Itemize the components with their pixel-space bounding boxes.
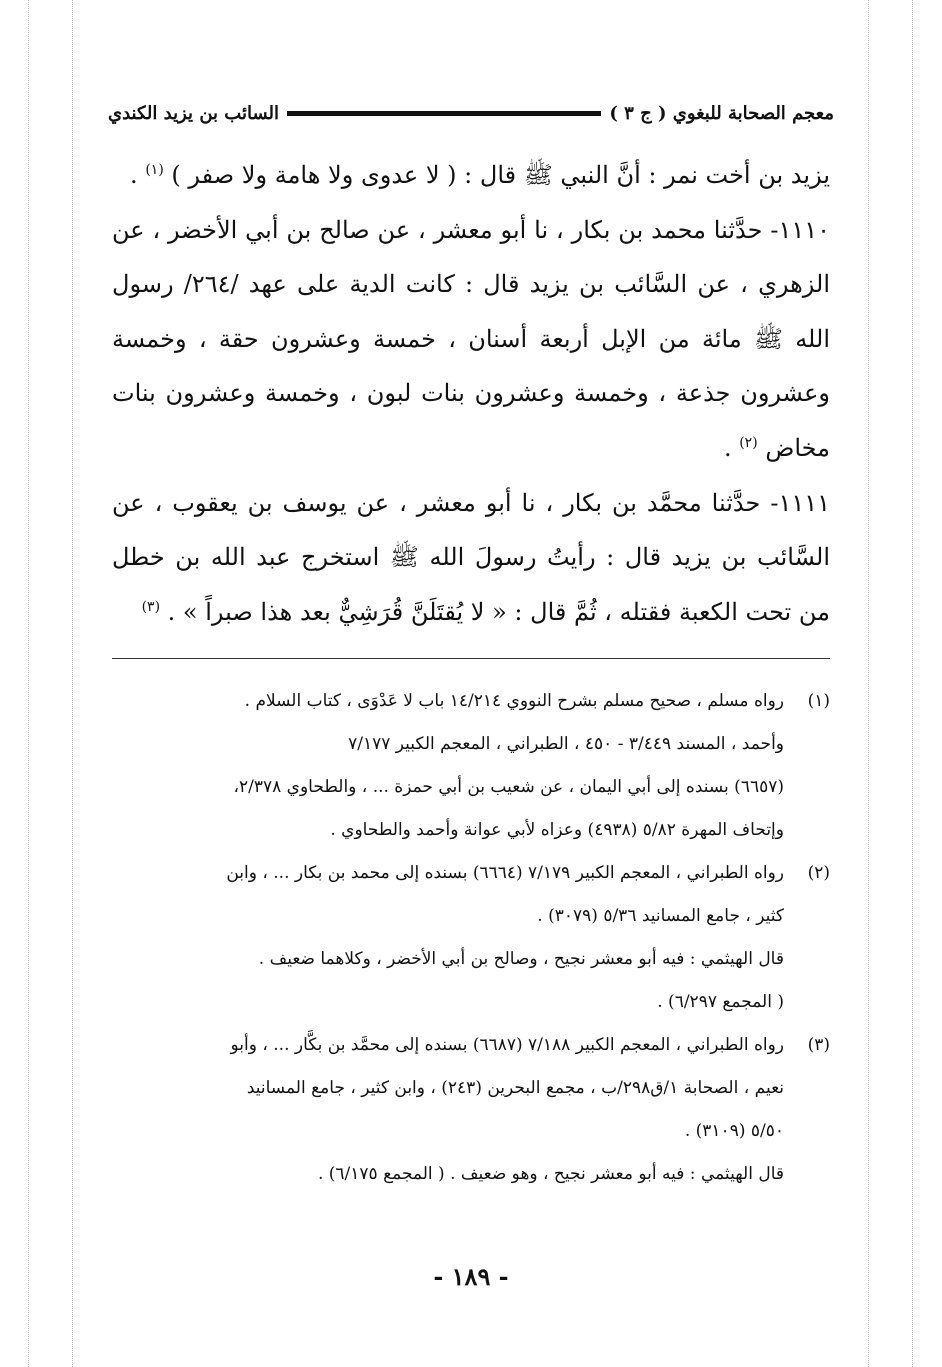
hadith-1110: ١١١٠- حدَّثنا محمد بن بكار ، نا أبو معشر ، عن صالح بن أبي الأخضر ، عن الزهري ، عن السَّائب بن يزيد قال : كانت الدية على عهد /٢٦٤/ رسول الله ﷺ مائة من الإبل أربعة أسنان ، خمسة وعشرون حقة ، وخمسة وعشرون جذعة ، وخمسة وعشرون بنات لبون ، وخمسة وعشرون بنات مخاض $^{(٢)}$ .: [112, 215, 830, 462]
footnote-number: (٢): [807, 863, 830, 883]
margin-guide: [912, 0, 913, 1367]
footnote-line: (٦٦٥٧) بسنده إلى أبي اليمان ، عن شعيب بن أبي حمزة ... ، والطحاوي ٢/٣٧٨،: [233, 777, 784, 797]
footnote-line: رواه الطبراني ، المعجم الكبير ٧/١٨٨ (٦٦٨٧) بسنده إلى محمَّد بن بكَّار ... ، وأبو: [230, 1035, 784, 1055]
header-section-title: السائب بن يزيد الكندي: [108, 102, 280, 124]
footnote-2: [112, 852, 830, 1024]
text-line: عن السَّائب بن يزيد قال : رأيتُ رسولَ الله ﷺ استخرج عبد الله بن خطل: [112, 488, 830, 572]
footnote-marker: (٢): [739, 434, 758, 451]
footnote-line: رواه الطبراني ، المعجم الكبير ٧/١٧٩ (٦٦٦٤) بسنده إلى محمد بن بكار ... ، وابن: [226, 863, 784, 883]
text-line: ١١١٠- حدَّثنا محمد بن بكار ، نا أبو معشر ، عن صالح بن أبي: [245, 215, 830, 244]
footnote-line: قال الهيثمي : فيه أبو معشر نجيح ، وصالح بن أبي الأخضر ، وكلاهما ضعيف .: [258, 949, 784, 969]
footnote-line: وإتحاف المهرة ٥/٨٢ (٤٩٣٨) وعزاه لأبي عوانة وأحمد والطحاوي .: [330, 820, 784, 840]
text-line: الأخضر ، عن الزهري ، عن السَّائب بن يزيد قال : كانت الدية على عهد: [112, 215, 830, 299]
text-line: /٢٦٤/ رسول الله ﷺ مائة من الإبل أربعة أسنان ، خمسة وعشرون حقة ،: [112, 270, 830, 353]
margin-guide: [72, 0, 73, 1367]
page-number: - ١٨٩ -: [433, 1262, 509, 1291]
text-line: ١١١١- حدَّثنا محمَّد بن بكار ، نا أبو معشر ، عن يوسف بن يعقوب ،: [154, 488, 830, 517]
footnote-marker: (١): [145, 162, 164, 178]
margin-guide: [868, 0, 869, 1367]
footnote-number: (٣): [807, 1035, 830, 1055]
footnote-separator: [112, 658, 830, 659]
footnote-number: (١): [807, 691, 830, 711]
text-line: يزيد بن أخت نمر : أنَّ النبي ﷺ قال : ( لا عدوى ولا هامة ولا صفر ): [171, 161, 830, 189]
text-line: بنات مخاض: [112, 379, 830, 462]
footnote-line: رواه مسلم ، صحيح مسلم بشرح النووي ١٤/٢١٤ باب لا عَدْوَى ، كتاب السلام .: [244, 691, 784, 711]
header-rule: [287, 111, 601, 116]
footnote-1: [112, 680, 830, 852]
margin-guide: [28, 0, 29, 1367]
footnote-line: ٥/٥٠ (٣١٠٩) .: [684, 1121, 784, 1141]
footnote-line: قال الهيثمي : فيه أبو معشر نجيح ، وهو ضعيف . ( المجمع ٦/١٧٥) .: [317, 1164, 784, 1184]
footnote-line: نعيم ، الصحابة ١/ق٢٩٨/ب ، مجمع البحرين (٢٤٣) ، وابن كثير ، جامع المسانيد: [246, 1078, 784, 1098]
text-line: من تحت الكعبة فقتله ، ثُمَّ قال : « لا يُقتَلَنَّ قُرَشِيٌّ بعد هذا صبراً » .: [167, 597, 830, 626]
header-book-title: معجم الصحابة للبغوي ( ج ٣ ): [609, 102, 834, 124]
hadith-1111: [112, 476, 830, 640]
footnote-line: ( المجمع ٦/٢٩٧) .: [657, 992, 784, 1012]
text-line: وخمسة وعشرون جذعة ، وخمسة وعشرون بنات لبون ، وخمسة وعشرون: [112, 324, 830, 408]
running-header: [108, 96, 834, 130]
paragraph: يزيد بن أخت نمر : أنَّ النبي ﷺ قال : ( لا عدوى ولا هامة ولا صفر ) $^{(١)}$ .: [130, 161, 830, 189]
footnote-marker: (٣): [141, 598, 161, 615]
footnote-line: وأحمد ، المسند ٣/٤٤٩ - ٤٥٠ ، الطبراني ، المعجم الكبير ٧/١٧٧: [348, 734, 784, 754]
footnotes: [112, 680, 830, 1196]
main-text: [112, 148, 830, 639]
footnote-line: كثير ، جامع المسانيد ٥/٣٦ (٣٠٧٩) .: [537, 906, 784, 926]
footnote-3: [112, 1024, 830, 1196]
